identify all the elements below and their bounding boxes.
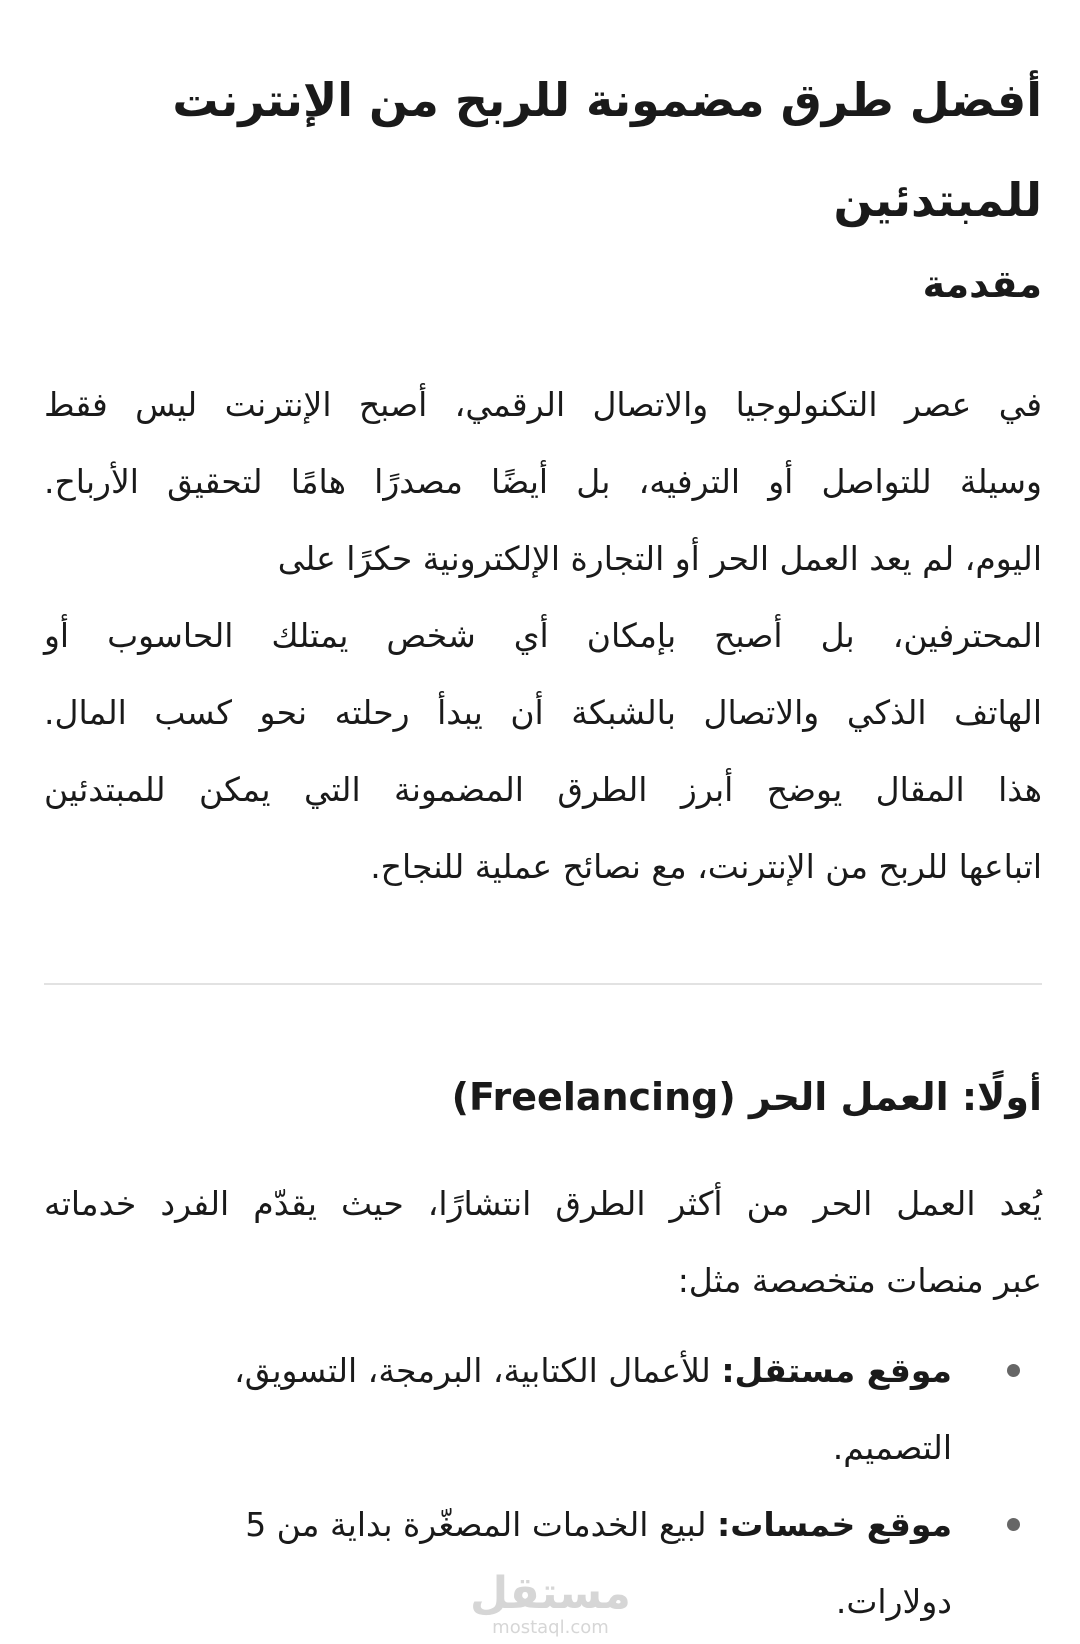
bullet-text: دولارات. [835,1582,952,1621]
bullet-text: لبيع الخدمات المصغّرة بداية من 5 [245,1505,717,1544]
watermark-url: mostaql.com [492,1617,609,1638]
article-title [172,50,1042,250]
text-line: اليوم، لم يعد العمل الحر أو التجارة الإلكترونية حكرًا على [277,539,1042,578]
section1-heading: أولًا: العمل الحر (Freelancing) [451,1075,1042,1119]
text-line: يُعد العمل الحر من أكثر الطرق انتشارًا، حيث يقدّم الفرد خدماته [44,1184,1042,1223]
text-line: وسيلة للتواصل أو الترفيه، بل أيضًا مصدرًا هامًا لتحقيق الأرباح. [44,462,1042,501]
mostaql-watermark-logo [470,1570,631,1638]
watermark-logo-text: مستقل [470,1568,631,1619]
text-line: عبر منصات متخصصة مثل: [677,1261,1042,1300]
intro-heading: مقدمة [922,262,1042,306]
bullet-text: التصميم. [832,1428,952,1467]
bullet-icon [1007,1364,1020,1377]
list-item-mostaql [234,1332,952,1486]
intro-paragraph [44,366,1042,905]
bullet-icon [1007,1518,1020,1531]
text-line: في عصر التكنولوجيا والاتصال الرقمي، أصبح الإنترنت ليس فقط [44,385,1042,424]
section-divider [44,983,1042,985]
bullet-label: موقع خمسات: [717,1505,952,1544]
text-line: الهاتف الذكي والاتصال بالشبكة أن يبدأ رحلته نحو كسب المال. [44,693,1042,732]
text-line: اتباعها للربح من الإنترنت، مع نصائح عملية للنجاح. [370,847,1042,886]
section1-paragraph [44,1165,1042,1319]
text-line: المحترفين، بل أصبح بإمكان أي شخص يمتلك الحاسوب أو [44,616,1042,655]
title-line: للمبتدئين [833,173,1042,227]
title-line: أفضل طرق مضمونة للربح من الإنترنت [172,73,1042,127]
bullet-label: موقع مستقل: [721,1351,952,1390]
text-line: هذا المقال يوضح أبرز الطرق المضمونة التي يمكن للمبتدئين [44,770,1042,809]
bullet-text: للأعمال الكتابية، البرمجة، التسويق، [234,1351,722,1390]
